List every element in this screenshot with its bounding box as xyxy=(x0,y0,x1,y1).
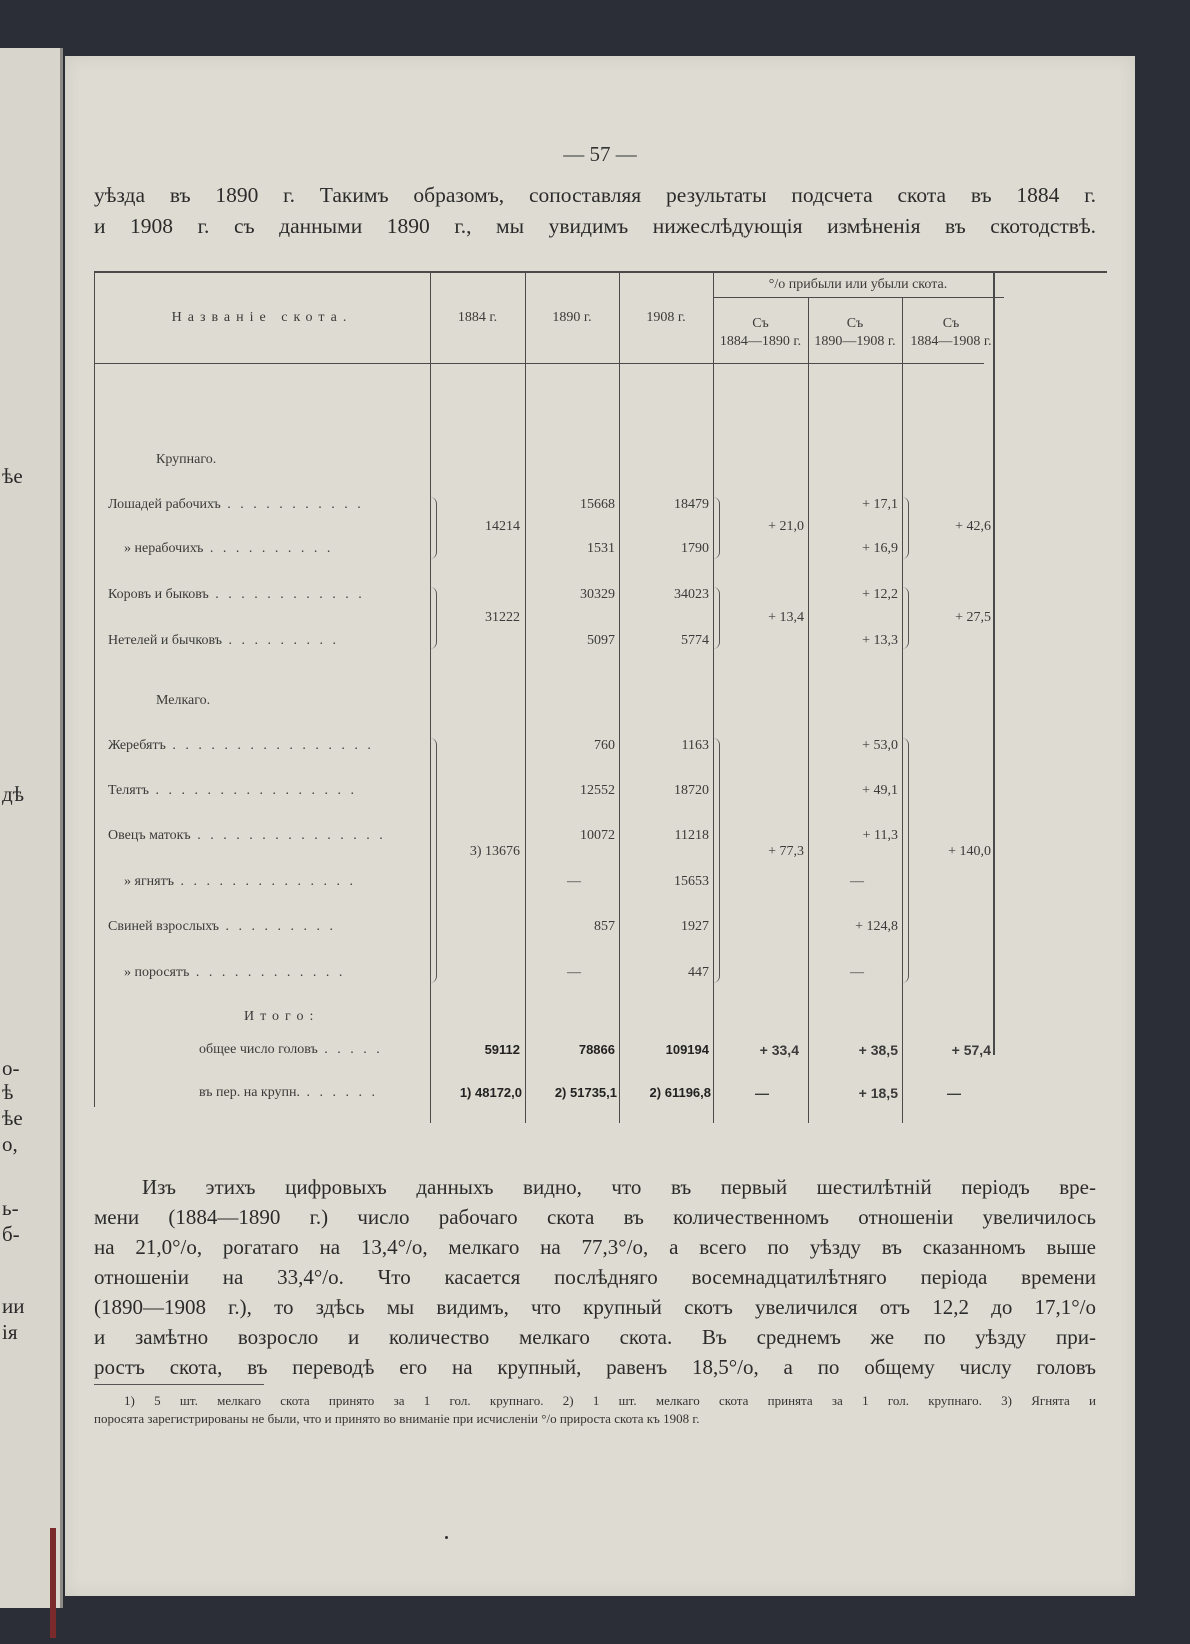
col-rule xyxy=(525,271,526,1123)
print-speck xyxy=(445,1536,448,1539)
cell-1908: 11218 xyxy=(674,828,709,843)
row-brace xyxy=(902,587,909,649)
col-rule xyxy=(902,297,903,1123)
body-line: на 21,0°/o, рогатаго на 13,4°/o, мелкаго на 77,3°/o, а всего по уѣзду въ сказанномъ выше xyxy=(94,1235,1096,1259)
cell-1890: — xyxy=(567,965,581,980)
total-large-p1: — xyxy=(755,1085,769,1101)
cell-p2: + 17,1 xyxy=(862,497,898,512)
left-fragment: дѣ xyxy=(2,782,25,806)
table-left-rule xyxy=(94,271,95,1107)
left-fragment: ь- xyxy=(2,1196,19,1220)
total-large-p2: + 18,5 xyxy=(858,1085,898,1101)
cell-p3: + 42,6 xyxy=(955,519,991,534)
row-name: Телятъ . . . . . . . . . . . . . . . . xyxy=(108,783,358,798)
section-small: Мелкаго. xyxy=(156,693,211,708)
total-large-p3: — xyxy=(947,1085,961,1101)
header-1908: 1908 г. xyxy=(646,310,686,325)
cell-1890: 857 xyxy=(594,919,615,934)
section-large: Крупнаго. xyxy=(156,452,217,467)
cell-p2: — xyxy=(850,874,864,889)
cell-1884: 3) 13676 xyxy=(469,844,520,859)
cell-1890: 30329 xyxy=(580,587,615,602)
cell-1890: 12552 xyxy=(580,783,615,798)
intro-line: уѣзда въ 1890 г. Такимъ образомъ, сопоставляя результаты подсчета скота въ 1884 г. xyxy=(94,183,1096,207)
cell-1890: 760 xyxy=(594,738,615,753)
row-brace xyxy=(713,738,720,983)
footnotes xyxy=(94,1392,1096,1428)
cell-1908: 1927 xyxy=(681,919,709,934)
cell-1890: 15668 xyxy=(580,497,615,512)
total-1884: 59112 xyxy=(484,1042,520,1057)
row-name: общее число головъ . . . . . xyxy=(199,1042,383,1057)
left-fragment: о, xyxy=(2,1132,18,1156)
row-name: Жеребятъ . . . . . . . . . . . . . . . . xyxy=(108,738,374,753)
header-p1: Съ 1884—1890 г. xyxy=(719,316,802,349)
pct-group-rule xyxy=(714,297,1004,298)
row-name: » ягнятъ . . . . . . . . . . . . . . xyxy=(124,874,356,889)
cell-1908: 15653 xyxy=(674,874,709,889)
row-name: Овецъ матокъ . . . . . . . . . . . . . . . xyxy=(108,828,386,843)
cell-p1: + 13,4 xyxy=(768,610,804,625)
row-brace xyxy=(713,497,720,559)
header-bottom-rule xyxy=(94,363,984,364)
body-line: и замѣтно возросло и количество мелкаго скота. Въ среднемъ же по уѣзду при- xyxy=(94,1325,1096,1349)
left-fragment: ѣе xyxy=(2,464,23,488)
body-paragraph xyxy=(94,1172,1096,1382)
cell-1908: 1163 xyxy=(681,738,709,753)
intro-paragraph xyxy=(94,180,1096,242)
col-rule xyxy=(808,297,809,1123)
footnote-rule xyxy=(94,1384,264,1385)
body-line: мени (1884—1890 г.) число рабочаго скота въ количественномъ отношеніи увеличилось xyxy=(94,1205,1096,1229)
cell-p1: + 21,0 xyxy=(768,519,804,534)
cell-p2: + 124,8 xyxy=(855,919,898,934)
cell-p2: + 53,0 xyxy=(862,738,898,753)
total-large-1884: 1) 48172,0 xyxy=(459,1085,522,1100)
row-name: Коровъ и быковъ . . . . . . . . . . . . xyxy=(108,587,365,602)
cell-p3: + 140,0 xyxy=(948,844,991,859)
row-name: Лошадей рабочихъ . . . . . . . . . . . xyxy=(108,497,364,512)
total-p1: + 33,4 xyxy=(759,1042,799,1058)
cell-1890: 5097 xyxy=(587,633,615,648)
row-name: » поросятъ . . . . . . . . . . . . xyxy=(124,965,346,980)
total-large-1908: 2) 61196,8 xyxy=(649,1085,711,1100)
body-line: ростъ скота, въ переводѣ его на крупный, равенъ 18,5°/o, а по общему числу головъ xyxy=(94,1355,1096,1379)
col-rule xyxy=(619,271,620,1123)
page-number: — 57 — xyxy=(563,142,637,166)
body-line: (1890—1908 г.), то здѣсь мы видимъ, что крупный скотъ увеличился отъ 12,2 до 17,1°/o xyxy=(94,1295,1096,1319)
left-fragment: б- xyxy=(2,1222,20,1246)
cell-1908: 5774 xyxy=(681,633,709,648)
row-brace xyxy=(713,587,720,649)
document-page xyxy=(65,56,1135,1596)
left-fragment: ѣе xyxy=(2,1106,23,1130)
col-rule xyxy=(430,271,431,1123)
total-1890: 78866 xyxy=(578,1042,615,1057)
left-fragment: о- xyxy=(2,1056,20,1080)
row-name: въ пер. на крупн. . . . . . . xyxy=(199,1085,379,1100)
row-name: Свиней взрослыхъ . . . . . . . . . xyxy=(108,919,336,934)
cell-1908: 18479 xyxy=(674,497,709,512)
table-right-rule xyxy=(993,271,995,1055)
cell-1908: 34023 xyxy=(674,587,709,602)
livestock-table xyxy=(94,271,1107,1126)
total-1908: 109194 xyxy=(665,1042,709,1057)
cell-1890: — xyxy=(567,874,581,889)
cell-1908: 18720 xyxy=(674,783,709,798)
left-fragment: ии xyxy=(2,1294,25,1318)
cell-p3: + 27,5 xyxy=(955,610,991,625)
row-brace xyxy=(902,738,909,983)
header-name: Названіе скота. xyxy=(171,310,353,325)
header-p3: Съ 1884—1908 г. xyxy=(910,316,992,349)
row-name: Нетелей и бычковъ . . . . . . . . . xyxy=(108,633,340,648)
header-p2: Съ 1890—1908 г. xyxy=(814,316,896,349)
left-fragment: ія xyxy=(2,1320,18,1344)
footnote-line: 1) 5 шт. мелкаго скота принято за 1 гол. крупнаго. 2) 1 шт. мелкаго скота принята за 1 гол. крупнаго. 3) Ягнята и xyxy=(124,1393,1096,1408)
cell-p2: + 13,3 xyxy=(862,633,898,648)
left-page-edge xyxy=(0,48,63,1608)
cell-1890: 10072 xyxy=(580,828,615,843)
intro-line: и 1908 г. съ данными 1890 г., мы увидимъ нижеслѣдующія измѣненія въ скотодствѣ. xyxy=(94,214,1096,238)
cell-1890: 1531 xyxy=(587,541,615,556)
col-rule xyxy=(713,271,714,1123)
row-brace xyxy=(430,738,437,983)
row-brace xyxy=(902,497,909,559)
left-fragment: ѣ xyxy=(2,1080,14,1104)
table-top-rule xyxy=(94,271,1107,273)
cell-p1: + 77,3 xyxy=(768,844,804,859)
cell-p2: + 16,9 xyxy=(862,541,898,556)
cell-p2: + 11,3 xyxy=(862,828,898,843)
cell-p2: + 12,2 xyxy=(862,587,898,602)
header-pct-group: °/o прибыли или убыли скота. xyxy=(768,277,948,292)
totals-label: Итого: xyxy=(244,1009,320,1024)
footnote-line: поросята зарегистрированы не были, что и принято во вниманіе при исчисленіи °/o прироста скота къ 1908 г. xyxy=(94,1411,700,1426)
header-1884: 1884 г. xyxy=(457,310,498,325)
cell-1884: 31222 xyxy=(485,610,520,625)
cell-p2: — xyxy=(850,965,864,980)
row-name: » нерабочихъ . . . . . . . . . . xyxy=(124,541,334,556)
total-large-1890: 2) 51735,1 xyxy=(554,1085,617,1100)
body-line: отношеніи на 33,4°/o. Что касается послѣдняго восемнадцатилѣтняго періода времени xyxy=(94,1265,1096,1289)
cell-1908: 1790 xyxy=(681,541,709,556)
body-line: Изъ этихъ цифровыхъ данныхъ видно, что въ первый шестилѣтній періодъ вре- xyxy=(142,1175,1096,1199)
header-1890: 1890 г. xyxy=(552,310,592,325)
total-p2: + 38,5 xyxy=(858,1042,898,1058)
total-p3: + 57,4 xyxy=(951,1042,991,1058)
book-edge-binding xyxy=(50,1528,56,1638)
cell-1884: 14214 xyxy=(485,519,520,534)
cell-1908: 447 xyxy=(688,965,709,980)
cell-p2: + 49,1 xyxy=(862,783,898,798)
